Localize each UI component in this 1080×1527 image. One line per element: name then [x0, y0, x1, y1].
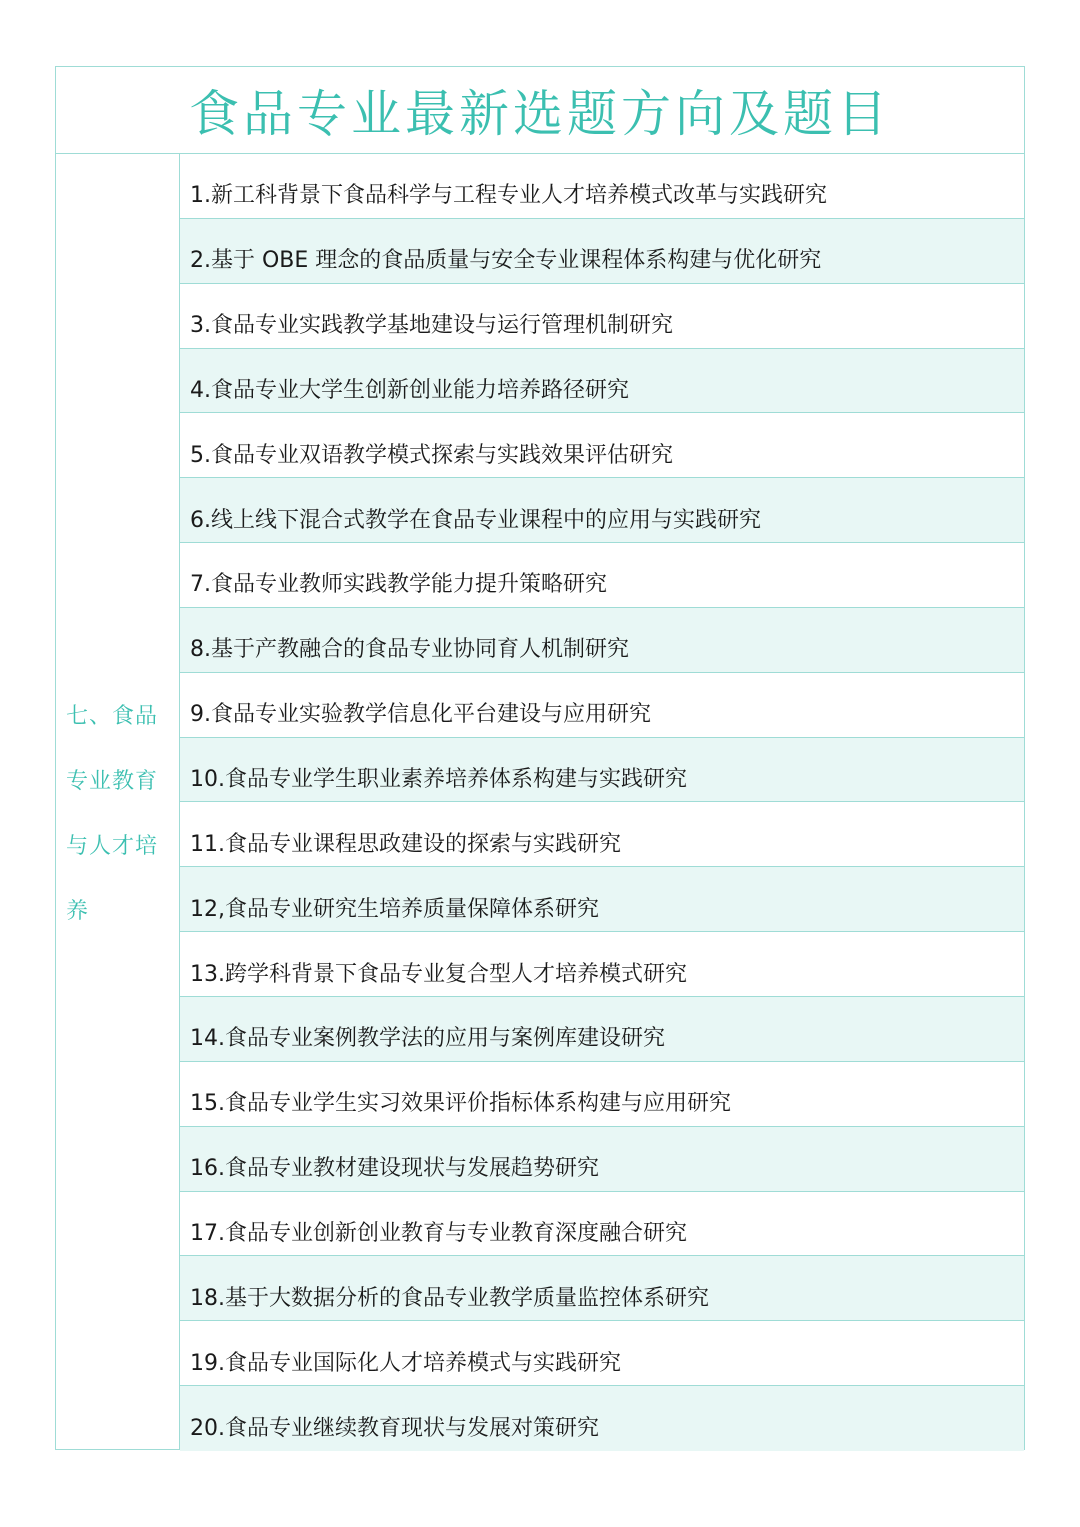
topic-row: 12,食品专业研究生培养质量保障体系研究 — [180, 867, 1024, 932]
topic-row: 1.新工科背景下食品科学与工程专业人才培养模式改革与实践研究 — [180, 154, 1024, 219]
topic-table — [55, 66, 1025, 1450]
category-label: 七、食品专业教育与人才培养 — [66, 704, 159, 924]
topic-row: 3.食品专业实践教学基地建设与运行管理机制研究 — [180, 284, 1024, 349]
topic-row: 14.食品专业案例教学法的应用与案例库建设研究 — [180, 997, 1024, 1062]
page-title: 食品专业最新选题方向及题目 — [189, 85, 891, 143]
topic-row: 15.食品专业学生实习效果评价指标体系构建与应用研究 — [180, 1062, 1024, 1127]
topic-list — [180, 154, 1024, 1449]
topic-row: 8.基于产教融合的食品专业协同育人机制研究 — [180, 608, 1024, 673]
topic-row: 13.跨学科背景下食品专业复合型人才培养模式研究 — [180, 932, 1024, 997]
topic-row: 19.食品专业国际化人才培养模式与实践研究 — [180, 1321, 1024, 1386]
title-bar — [56, 67, 1024, 154]
topic-row: 20.食品专业继续教育现状与发展对策研究 — [180, 1386, 1024, 1451]
topic-row: 10.食品专业学生职业素养培养体系构建与实践研究 — [180, 738, 1024, 803]
topic-row: 11.食品专业课程思政建设的探索与实践研究 — [180, 802, 1024, 867]
topic-row: 6.线上线下混合式教学在食品专业课程中的应用与实践研究 — [180, 478, 1024, 543]
topic-row: 4.食品专业大学生创新创业能力培养路径研究 — [180, 349, 1024, 414]
topic-row: 16.食品专业教材建设现状与发展趋势研究 — [180, 1127, 1024, 1192]
category-column — [56, 154, 180, 1449]
topic-row: 7.食品专业教师实践教学能力提升策略研究 — [180, 543, 1024, 608]
topic-row: 5.食品专业双语教学模式探索与实践效果评估研究 — [180, 413, 1024, 478]
topic-row: 2.基于 OBE 理念的食品质量与安全专业课程体系构建与优化研究 — [180, 219, 1024, 284]
topic-row: 9.食品专业实验教学信息化平台建设与应用研究 — [180, 673, 1024, 738]
topic-row: 18.基于大数据分析的食品专业教学质量监控体系研究 — [180, 1256, 1024, 1321]
topic-row: 17.食品专业创新创业教育与专业教育深度融合研究 — [180, 1192, 1024, 1257]
